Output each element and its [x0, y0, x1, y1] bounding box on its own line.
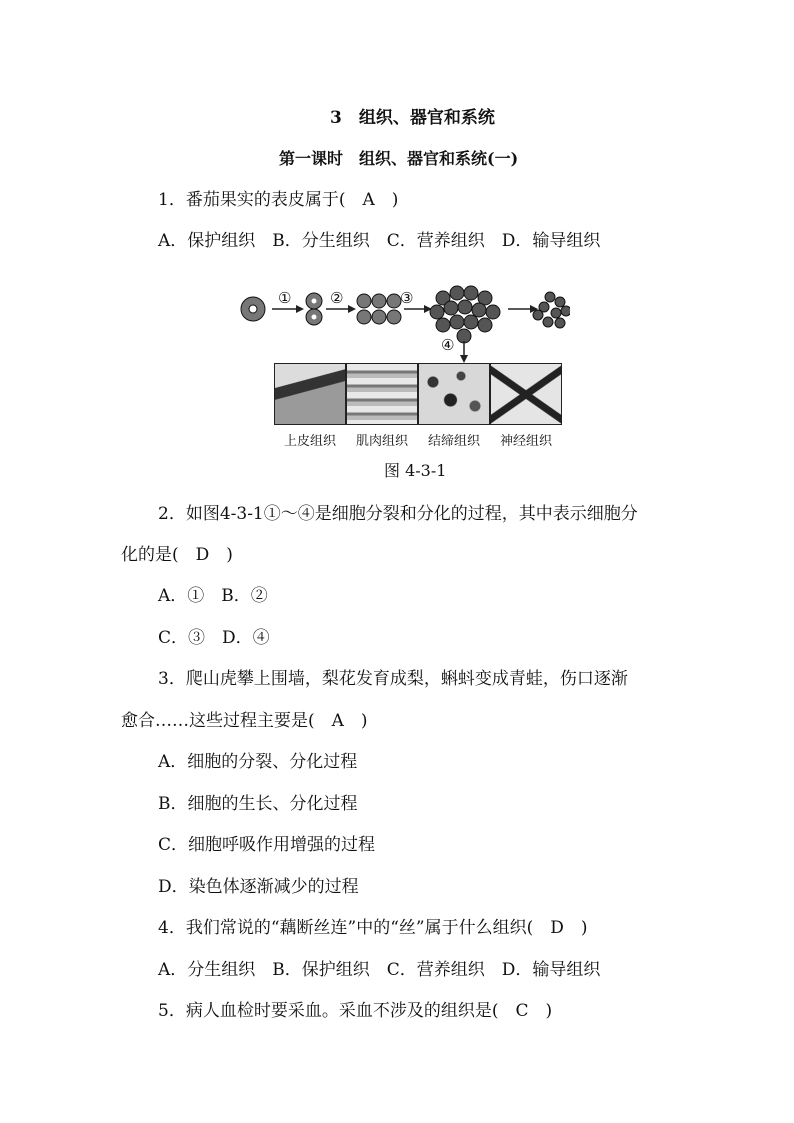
question-3-stem-line-2: 愈合……这些过程主要是( A ) — [121, 711, 368, 731]
step-label-2: ② — [330, 289, 344, 307]
tissue-label-nervous: 神经组织 — [499, 434, 552, 449]
question-1-stem: 1．番茄果实的表皮属于( A ) — [158, 190, 399, 210]
figure-caption: 图 4-3-1 — [384, 461, 447, 480]
tissue-label-connective: 结缔组织 — [427, 434, 480, 449]
muscle-tissue-image — [346, 363, 418, 425]
question-3-option-b: B．细胞的生长、分化过程 — [158, 794, 358, 814]
figure-4-3-1 — [238, 283, 570, 453]
question-4-options: A．分生组织 B．保护组织 C．营养组织 D．输导组织 — [158, 960, 601, 980]
question-3-stem-line-1: 3．爬山虎攀上围墙，梨花发育成梨，蝌蚪变成青蛙，伤口逐渐 — [158, 669, 628, 689]
question-2-stem-line-2: 化的是( D ) — [121, 545, 233, 565]
tissue-label-muscle: 肌肉组织 — [355, 434, 408, 449]
nervous-tissue-image — [490, 363, 562, 425]
tissue-label-epithelial: 上皮组织 — [283, 434, 336, 449]
connective-tissue-image — [418, 363, 490, 425]
epithelial-tissue-image — [274, 363, 346, 425]
question-2-stem-line-1: 2．如图4-3-1①～④是细胞分裂和分化的过程，其中表示细胞分 — [158, 504, 638, 524]
question-3-option-a: A．细胞的分裂、分化过程 — [158, 752, 358, 772]
question-2-options-cd: C．③ D．④ — [158, 628, 270, 648]
question-3-option-d: D．染色体逐渐减少的过程 — [158, 877, 359, 897]
step-label-3: ③ — [400, 289, 414, 307]
question-2-options-ab: A．① B．② — [158, 586, 268, 606]
question-3-option-c: C．细胞呼吸作用增强的过程 — [158, 835, 376, 855]
question-1-options: A．保护组织 B．分生组织 C．营养组织 D．输导组织 — [158, 231, 601, 251]
step-label-4: ④ — [441, 336, 455, 354]
question-4-stem: 4．我们常说的“藕断丝连”中的“丝”属于什么组织( D ) — [158, 918, 588, 938]
step-label-1: ① — [278, 289, 292, 307]
lesson-title: 第一课时 组织、器官和系统(一) — [279, 149, 519, 168]
section-title: 3 组织、器官和系统 — [330, 108, 495, 128]
question-5-stem: 5．病人血检时要采血。采血不涉及的组织是( C ) — [158, 1001, 553, 1021]
